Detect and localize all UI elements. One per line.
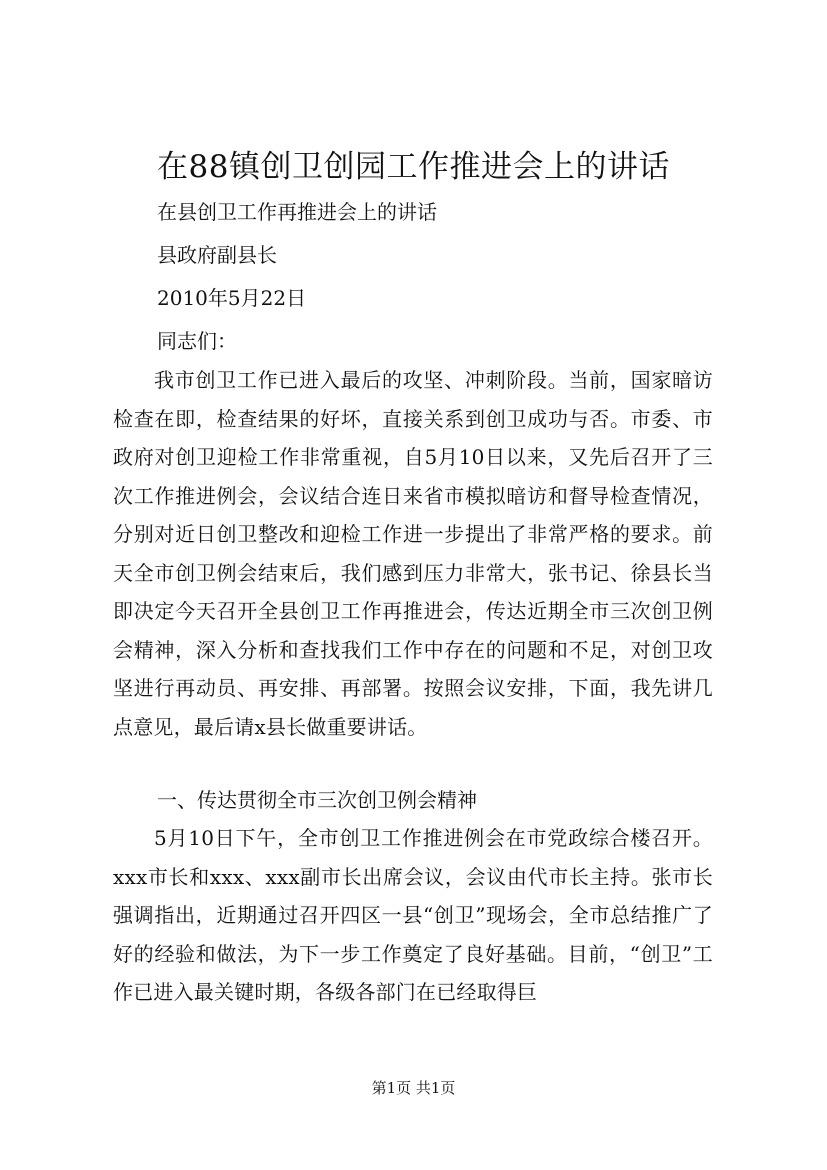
document-title: 在88镇创卫创园工作推进会上的讲话 — [157, 149, 670, 185]
section-heading-1: 一、传达贯彻全市三次创卫例会精神 — [157, 788, 477, 812]
document-subtitle: 在县创卫工作再推进会上的讲话 — [157, 200, 437, 224]
paragraph-2: 5月10日下午，全市创卫工作推进例会在市党政综合楼召开。xxx市长和xxx、xxx副市长出席会议，会议由代市长主持。张市长强调指出，近期通过召开四区一县“创卫”现场会，全市总结推广了好的经验和做法，为下一步工作奠定了良好基础。目前，“创卫”工作已进入最关键时期，各级各部门在已经取得巨 — [113, 826, 713, 1004]
paragraph-1: 我市创卫工作已进入最后的攻坚、冲刺阶段。当前，国家暗访检查在即，检查结果的好坏，直接关系到创卫成功与否。市委、市政府对创卫迎检工作非常重视，自5月10日以来，又先后召开了三次工作推进例会，会议结合连日来省市模拟暗访和督导检查情况，分别对近日创卫整改和迎检工作进一步提出了非常严格的要求。前天全市创卫例会结束后，我们感到压力非常大，张书记、徐县长当即决定今天召开全县创卫工作再推进会，传达近期全市三次创卫例会精神，深入分析和查找我们工作中存在的问题和不足，对创卫攻坚进行再动员、再安排、再部署。按照会议安排，下面，我先讲几点意见，最后请x县长做重要讲话。 — [113, 368, 713, 739]
date-line: 2010年5月22日 — [157, 286, 307, 310]
speaker-line: 县政府副县长 — [157, 243, 277, 267]
salutation: 同志们： — [157, 329, 237, 353]
page-footer: 第1页 共1页 — [371, 1079, 456, 1097]
